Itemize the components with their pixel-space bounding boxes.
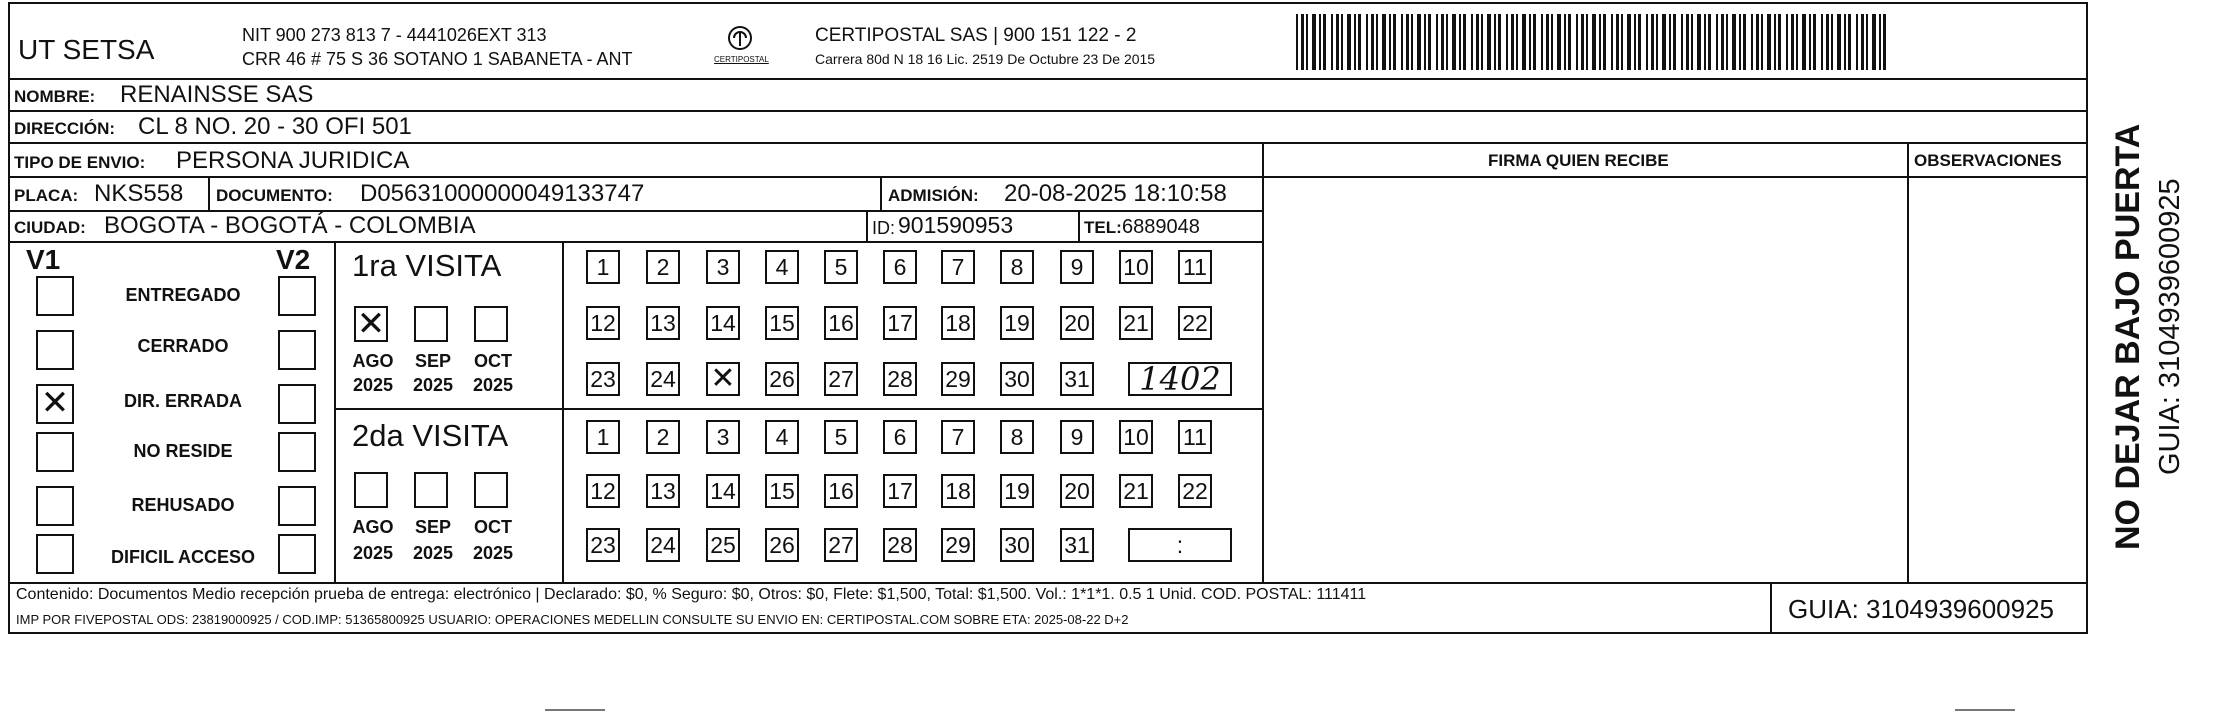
visit1-day-box[interactable]: 19 (1000, 306, 1034, 340)
barcode-bar (1791, 14, 1794, 70)
visit1-day-box[interactable]: 20 (1060, 306, 1094, 340)
barcode-bar (1883, 14, 1886, 70)
visit1-day-box[interactable]: 21 (1119, 306, 1153, 340)
header-divider (8, 78, 2088, 80)
edge-mark (545, 709, 605, 711)
visit1-day-box[interactable]: 9 (1060, 250, 1094, 284)
barcode-bar (1634, 14, 1636, 70)
barcode-bar (1463, 14, 1466, 70)
cell-divider (1078, 210, 1080, 241)
row-divider (8, 241, 1262, 243)
visit-divider (334, 408, 1262, 410)
barcode-bar (1761, 14, 1763, 70)
barcode-bar (1376, 14, 1378, 70)
visit1-day-box[interactable]: 23 (586, 362, 620, 396)
tel-label: TEL: (1084, 218, 1122, 237)
visit2-day-box[interactable]: 25 (706, 528, 740, 562)
visit2-day-box[interactable]: 8 (1000, 420, 1034, 454)
barcode-bar (1319, 14, 1321, 70)
barcode-bar (1708, 14, 1711, 70)
section-divider (562, 241, 564, 582)
barcode-bar (1522, 14, 1526, 70)
barcode-bar (1541, 14, 1543, 70)
visit1-day-box[interactable]: 30 (1000, 362, 1034, 396)
visit2-day-box[interactable]: 2 (646, 420, 680, 454)
company-line-1: NIT 900 273 813 7 - 4441026EXT 313 (242, 25, 547, 45)
status-label: NO RESIDE (133, 441, 233, 461)
barcode-bar (1382, 14, 1386, 70)
barcode-bar (1756, 14, 1759, 70)
barcode-bar (1638, 14, 1641, 70)
visit2-day-box[interactable]: 17 (883, 474, 917, 508)
edge-mark (1955, 709, 2015, 711)
visit1-day-box[interactable]: 7 (941, 250, 975, 284)
barcode-bar (1498, 14, 1501, 70)
visit1-day-box[interactable]: 8 (1000, 250, 1034, 284)
admission-label: ADMISIÓN: (888, 186, 979, 205)
row-divider (8, 110, 2088, 112)
barcode-bar (1516, 14, 1518, 70)
section-divider (334, 241, 336, 582)
barcode-bar (1697, 14, 1701, 70)
barcode-bar (1529, 14, 1531, 70)
footer-line-2: IMP POR FIVEPOSTAL ODS: 23819000925 / COD.IMP: 51365800925 USUARIO: OPERACIONES MEDELLIN CONSULTE SU ENVIO EN: CERTIPOSTAL.COM SOBRE ETA: 2025-08-22 D+2 (16, 612, 1129, 627)
barcode-bar (1441, 14, 1444, 70)
courier-line-1: CERTIPOSTAL SAS | 900 151 122 - 2 (815, 25, 1137, 46)
visit2-day-box[interactable]: 27 (824, 528, 858, 562)
observations-label: OBSERVACIONES (1914, 151, 2062, 170)
visit1-day-box[interactable]: 26 (765, 362, 799, 396)
status-label: CERRADO (137, 336, 229, 356)
document-label: DOCUMENTO: (216, 186, 333, 205)
month-label: AGO (352, 517, 394, 537)
barcode-bar (1331, 14, 1333, 70)
address-label: DIRECCIÓN: (14, 119, 116, 138)
year-label: 2025 (352, 543, 394, 563)
barcode-bar (1621, 14, 1623, 70)
barcode-bar (1861, 14, 1864, 70)
status-v2-checkbox[interactable] (278, 486, 316, 526)
visit1-month-checkbox[interactable] (414, 306, 448, 342)
barcode-bar (1751, 14, 1753, 70)
barcode-bar (1406, 14, 1409, 70)
visit2-day-box[interactable]: 4 (765, 420, 799, 454)
company-line-2: CRR 46 # 75 S 36 SOTANO 1 SABANETA - ANT (242, 49, 633, 69)
barcode-bar (1681, 14, 1683, 70)
barcode-bar (1336, 14, 1339, 70)
visit2-month-checkbox[interactable] (354, 472, 388, 508)
status-v2-checkbox[interactable] (278, 330, 316, 370)
visit2-day-box[interactable]: 24 (646, 528, 680, 562)
visit2-day-box[interactable]: 21 (1119, 474, 1153, 508)
visit2-day-box[interactable]: 11 (1178, 420, 1212, 454)
barcode-bar (1774, 14, 1776, 70)
barcode-bar (1401, 14, 1403, 70)
visit2-day-box[interactable]: 3 (706, 420, 740, 454)
id-label: ID: (872, 218, 896, 238)
certipostal-logo (710, 22, 770, 72)
status-v1-checkbox[interactable] (36, 486, 74, 526)
barcode-bar (1393, 14, 1396, 70)
barcode-bar (1739, 14, 1741, 70)
barcode-bar (1576, 14, 1578, 70)
recipient-name: RENAINSSE SAS (120, 81, 314, 108)
status-v2-checkbox[interactable] (278, 432, 316, 472)
barcode-bar (1866, 14, 1868, 70)
status-v2-checkbox[interactable] (278, 384, 316, 424)
barcode-bar (1354, 14, 1356, 70)
visit1-day-box[interactable]: 31 (1060, 362, 1094, 396)
visit2-day-box[interactable]: 7 (941, 420, 975, 454)
visit2-day-box[interactable]: 16 (824, 474, 858, 508)
barcode-bar (1341, 14, 1343, 70)
barcode-bar (1424, 14, 1426, 70)
status-v2-checkbox[interactable] (278, 276, 316, 316)
visit-2-title: 2da VISITA (352, 418, 509, 453)
signature-label: FIRMA QUIEN RECIBE (1488, 151, 1669, 170)
barcode-bar (1813, 14, 1816, 70)
cell-divider (866, 210, 868, 241)
courier-line-2: Carrera 80d N 18 16 Lic. 2519 De Octubre 23 De 2015 (815, 51, 1156, 67)
barcode-bar (1872, 14, 1876, 70)
month-label: AGO (352, 351, 394, 371)
barcode-bar (1428, 14, 1431, 70)
city-label: CIUDAD: (14, 218, 86, 237)
barcode-bar (1704, 14, 1706, 70)
visit2-day-box[interactable]: 26 (765, 528, 799, 562)
barcode-bar (1786, 14, 1788, 70)
visit2-day-box[interactable]: 28 (883, 528, 917, 562)
barcode-bar (1856, 14, 1858, 70)
month-label: OCT (474, 517, 512, 537)
barcode-bar (1616, 14, 1619, 70)
visit1-day-box[interactable]: 16 (824, 306, 858, 340)
barcode-bar (1323, 14, 1326, 70)
barcode-bar (1533, 14, 1536, 70)
recipient-address: CL 8 NO. 20 - 30 OFI 501 (138, 113, 412, 140)
year-label: 2025 (472, 375, 514, 395)
visit1-day-box[interactable]: 24 (646, 362, 680, 396)
visit1-day-box[interactable]: 15 (765, 306, 799, 340)
visit1-day-box[interactable]: 22 (1178, 306, 1212, 340)
month-label: OCT (474, 351, 512, 371)
tel-number: 6889048 (1122, 216, 1200, 238)
barcode-bar (1669, 14, 1671, 70)
v1-label: V1 (26, 244, 61, 275)
barcode-bar (1796, 14, 1798, 70)
barcode-bar (1347, 14, 1351, 70)
visit1-month-checkbox[interactable] (354, 306, 388, 342)
barcode-bar (1802, 14, 1806, 70)
city: BOGOTA - BOGOTÁ - COLOMBIA (104, 212, 476, 239)
logo-caption: CERTIPOSTAL (714, 55, 769, 64)
visit1-day-box[interactable]: 5 (824, 250, 858, 284)
shipment-type-label: TIPO DE ENVIO: (14, 153, 146, 172)
visit2-time-box[interactable]: : (1128, 528, 1232, 562)
visit1-day-box[interactable]: 12 (586, 306, 620, 340)
visit1-day-box[interactable]: 18 (941, 306, 975, 340)
status-label: DIR. ERRADA (123, 391, 242, 411)
barcode-bar (1844, 14, 1846, 70)
visit1-day-box[interactable]: 14 (706, 306, 740, 340)
barcode-bar (1411, 14, 1413, 70)
barcode-bar (1389, 14, 1391, 70)
footer-line-1: Contenido: Documentos Medio recepción prueba de entrega: electrónico | Declarado: $0, % Seguro: $0, Otros: $0, Flete: $1,500, Total: $1,500. Vol.: 1*1*1. 0.5 1 Unid. COD. POSTAL: 111411 (16, 586, 1367, 603)
barcode-bar (1564, 14, 1566, 70)
side-guia: GUIA: 3104939600925 (2154, 178, 2186, 475)
barcode-bar (1506, 14, 1508, 70)
visit1-day-box[interactable]: 2 (646, 250, 680, 284)
id-number: 901590953 (898, 212, 1014, 238)
footer-guia: GUIA: 3104939600925 (1788, 594, 2054, 624)
plate-label: PLACA: (14, 186, 79, 205)
barcode-bar (1809, 14, 1811, 70)
footer-divider (1770, 582, 1772, 634)
visit2-day-box[interactable]: 12 (586, 474, 620, 508)
barcode-bar (1452, 14, 1456, 70)
barcode-bar (1831, 14, 1833, 70)
visit-1-title: 1ra VISITA (352, 248, 502, 283)
barcode-bar (1557, 14, 1561, 70)
status-v1-checkbox[interactable] (36, 330, 74, 370)
label-frame (8, 2, 2088, 634)
v2-label: V2 (276, 244, 311, 275)
visit1-day-box[interactable]: 1 (586, 250, 620, 284)
year-label: 2025 (352, 375, 394, 395)
visit2-day-box[interactable]: 9 (1060, 420, 1094, 454)
company-name: UT SETSA (18, 34, 155, 65)
status-v1-checkbox[interactable] (36, 384, 74, 424)
barcode-bar (1837, 14, 1841, 70)
barcode-bar (1551, 14, 1553, 70)
barcode-bar (1581, 14, 1584, 70)
barcode-bar (1371, 14, 1374, 70)
barcode-bar (1691, 14, 1693, 70)
barcode-bar (1546, 14, 1549, 70)
barcode-bar (1592, 14, 1596, 70)
barcode-bar (1767, 14, 1771, 70)
year-label: 2025 (472, 543, 514, 563)
barcode-bar (1662, 14, 1666, 70)
visit2-day-box[interactable]: 15 (765, 474, 799, 508)
visit2-day-box[interactable]: 5 (824, 420, 858, 454)
barcode-bar (1446, 14, 1448, 70)
status-v1-checkbox[interactable] (36, 432, 74, 472)
visit1-time-box[interactable]: 1402 (1128, 362, 1232, 396)
visit2-day-box[interactable]: 22 (1178, 474, 1212, 508)
visit2-day-box[interactable]: 29 (941, 528, 975, 562)
barcode-bar (1306, 14, 1308, 70)
barcode-bar (1686, 14, 1689, 70)
barcode-bar (1358, 14, 1361, 70)
column-divider (1262, 142, 1264, 582)
visit2-day-box[interactable]: 10 (1119, 420, 1153, 454)
barcode-bar (1599, 14, 1601, 70)
barcode-bar (1656, 14, 1658, 70)
visit2-day-box[interactable]: 18 (941, 474, 975, 508)
status-label: REHUSADO (131, 495, 235, 515)
status-label: ENTREGADO (125, 285, 241, 305)
year-label: 2025 (412, 375, 454, 395)
plate: NKS558 (94, 180, 184, 207)
warning-text: NO DEJAR BAJO PUERTA (2109, 123, 2147, 550)
row-divider (8, 176, 2088, 178)
barcode-bar (1296, 14, 1298, 70)
month-label: SEP (414, 351, 452, 371)
status-label: DIFICIL ACCESO (110, 547, 255, 567)
visit1-day-box[interactable]: 17 (883, 306, 917, 340)
barcode-bar (1826, 14, 1829, 70)
admission-date: 20-08-2025 18:10:58 (1004, 180, 1227, 207)
visit1-day-box[interactable]: 11 (1178, 250, 1212, 284)
barcode-bar (1312, 14, 1316, 70)
barcode-bar (1487, 14, 1491, 70)
check-mark: ✕ (40, 383, 70, 423)
visit1-day-box[interactable]: 29 (941, 362, 975, 396)
visit2-day-box[interactable]: 19 (1000, 474, 1034, 508)
barcode-bar (1476, 14, 1479, 70)
barcode-bar (1778, 14, 1781, 70)
status-v1-checkbox[interactable] (36, 534, 74, 574)
barcode-bar (1568, 14, 1571, 70)
visit1-day-box[interactable]: 27 (824, 362, 858, 396)
status-v1-checkbox[interactable] (36, 276, 74, 316)
footer-divider (8, 582, 2088, 584)
year-label: 2025 (412, 543, 454, 563)
barcode-bar (1301, 14, 1304, 70)
column-divider (1907, 142, 1909, 582)
barcode-bar (1459, 14, 1461, 70)
visit2-month-checkbox[interactable] (474, 472, 508, 508)
barcode-bar (1481, 14, 1483, 70)
barcode-bar (1716, 14, 1718, 70)
visit1-day-box[interactable]: 10 (1119, 250, 1153, 284)
name-label: NOMBRE: (14, 87, 96, 106)
barcode-bar (1732, 14, 1736, 70)
barcode-bar (1603, 14, 1606, 70)
barcode (1296, 14, 1890, 70)
visit2-month-checkbox[interactable] (414, 472, 448, 508)
status-v2-checkbox[interactable] (278, 534, 316, 574)
barcode-bar (1651, 14, 1654, 70)
barcode-bar (1726, 14, 1728, 70)
barcode-bar (1673, 14, 1676, 70)
visit1-day-box[interactable]: 3 (706, 250, 740, 284)
visit2-day-box[interactable]: 6 (883, 420, 917, 454)
check-mark: ✕ (356, 304, 386, 344)
barcode-bar (1436, 14, 1438, 70)
month-label: SEP (414, 517, 452, 537)
visit1-day-box[interactable]: ✕ (706, 362, 740, 396)
visit2-day-box[interactable]: 14 (706, 474, 740, 508)
barcode-bar (1511, 14, 1514, 70)
visit2-day-box[interactable]: 20 (1060, 474, 1094, 508)
document-number: D05631000000049133747 (360, 180, 645, 207)
barcode-bar (1848, 14, 1851, 70)
barcode-bar (1471, 14, 1473, 70)
shipment-type: PERSONA JURIDICA (176, 147, 410, 174)
barcode-bar (1646, 14, 1648, 70)
barcode-bar (1366, 14, 1368, 70)
visit1-month-checkbox[interactable] (474, 306, 508, 342)
barcode-bar (1494, 14, 1496, 70)
visit2-day-box[interactable]: 23 (586, 528, 620, 562)
visit1-day-box[interactable]: 28 (883, 362, 917, 396)
visit2-day-box[interactable]: 30 (1000, 528, 1034, 562)
visit2-day-box[interactable]: 31 (1060, 528, 1094, 562)
barcode-bar (1627, 14, 1631, 70)
visit1-day-box[interactable]: 13 (646, 306, 680, 340)
barcode-bar (1586, 14, 1588, 70)
barcode-bar (1743, 14, 1746, 70)
barcode-bar (1821, 14, 1823, 70)
row-divider (8, 142, 2088, 144)
visit1-day-box[interactable]: 6 (883, 250, 917, 284)
barcode-bar (1417, 14, 1421, 70)
visit1-day-box[interactable]: 4 (765, 250, 799, 284)
visit2-day-box[interactable]: 13 (646, 474, 680, 508)
barcode-bar (1879, 14, 1881, 70)
cell-divider (208, 176, 210, 210)
barcode-bar (1721, 14, 1724, 70)
cell-divider (880, 176, 882, 210)
barcode-bar (1611, 14, 1613, 70)
visit2-day-box[interactable]: 1 (586, 420, 620, 454)
